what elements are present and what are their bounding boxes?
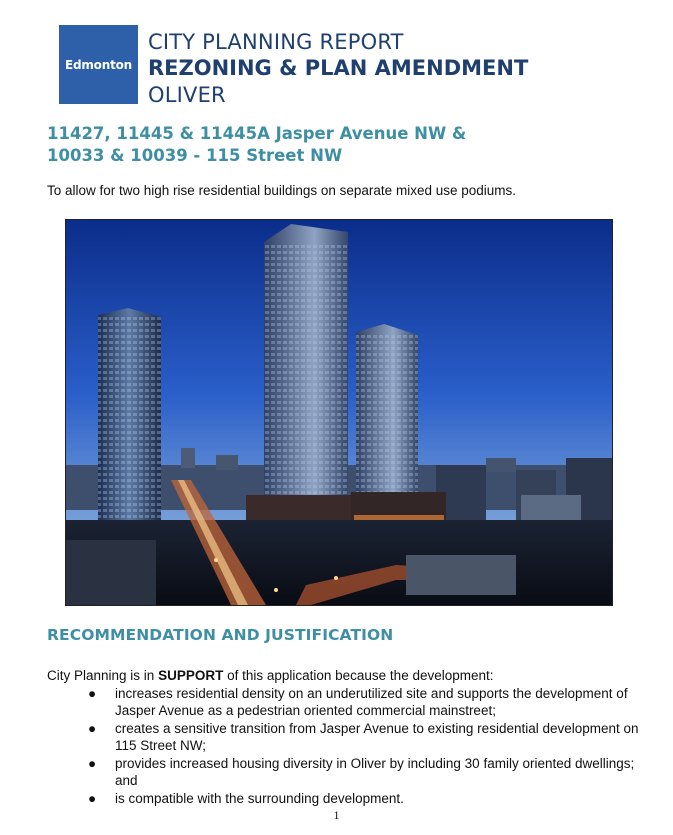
list-item: [88, 755, 648, 789]
list-item-text: creates a sensitive transition from Jasper Avenue to existing residential development on 115 Street NW;: [115, 721, 639, 753]
report-neighbourhood: OLIVER: [148, 83, 226, 107]
address-line-1: 11427, 11445 & 11445A Jasper Avenue NW &: [47, 124, 467, 143]
report-subject: REZONING & PLAN AMENDMENT: [148, 56, 529, 80]
list-item-text: provides increased housing diversity in Oliver by including 30 family oriented dwellings; and: [115, 756, 635, 788]
building-rendering-image: [65, 219, 613, 606]
list-item: [88, 790, 648, 807]
application-purpose: To allow for two high rise residential buildings on separate mixed use podiums.: [47, 183, 516, 198]
section-heading: RECOMMENDATION AND JUSTIFICATION: [47, 626, 394, 644]
recommendation-intro: [47, 668, 494, 683]
list-item-text: is compatible with the surrounding development.: [115, 791, 404, 806]
list-item: [88, 720, 648, 754]
report-type: CITY PLANNING REPORT: [148, 30, 404, 54]
intro-suffix: of this application because the development:: [223, 668, 494, 683]
bullet-marker: ●: [88, 686, 97, 701]
bullet-marker: ●: [88, 721, 97, 736]
address-line-2: 10033 & 10039 - 115 Street NW: [47, 146, 343, 165]
support-emphasis: SUPPORT: [158, 668, 224, 683]
edmonton-logo: [59, 25, 138, 104]
report-header: [148, 29, 528, 108]
list-item-text: increases residential density on an underutilized site and supports the development of Jasper Avenue as a pedestrian oriented commercial mainstreet;: [115, 686, 628, 718]
bullet-marker: ●: [88, 791, 97, 806]
list-item: [88, 685, 648, 719]
logo-text: Edmonton: [64, 57, 132, 72]
site-address: [47, 123, 466, 167]
page-number: 1: [333, 808, 340, 822]
intro-prefix: City Planning is in: [47, 668, 159, 683]
bullet-marker: ●: [88, 756, 97, 771]
justification-list: [88, 685, 648, 808]
